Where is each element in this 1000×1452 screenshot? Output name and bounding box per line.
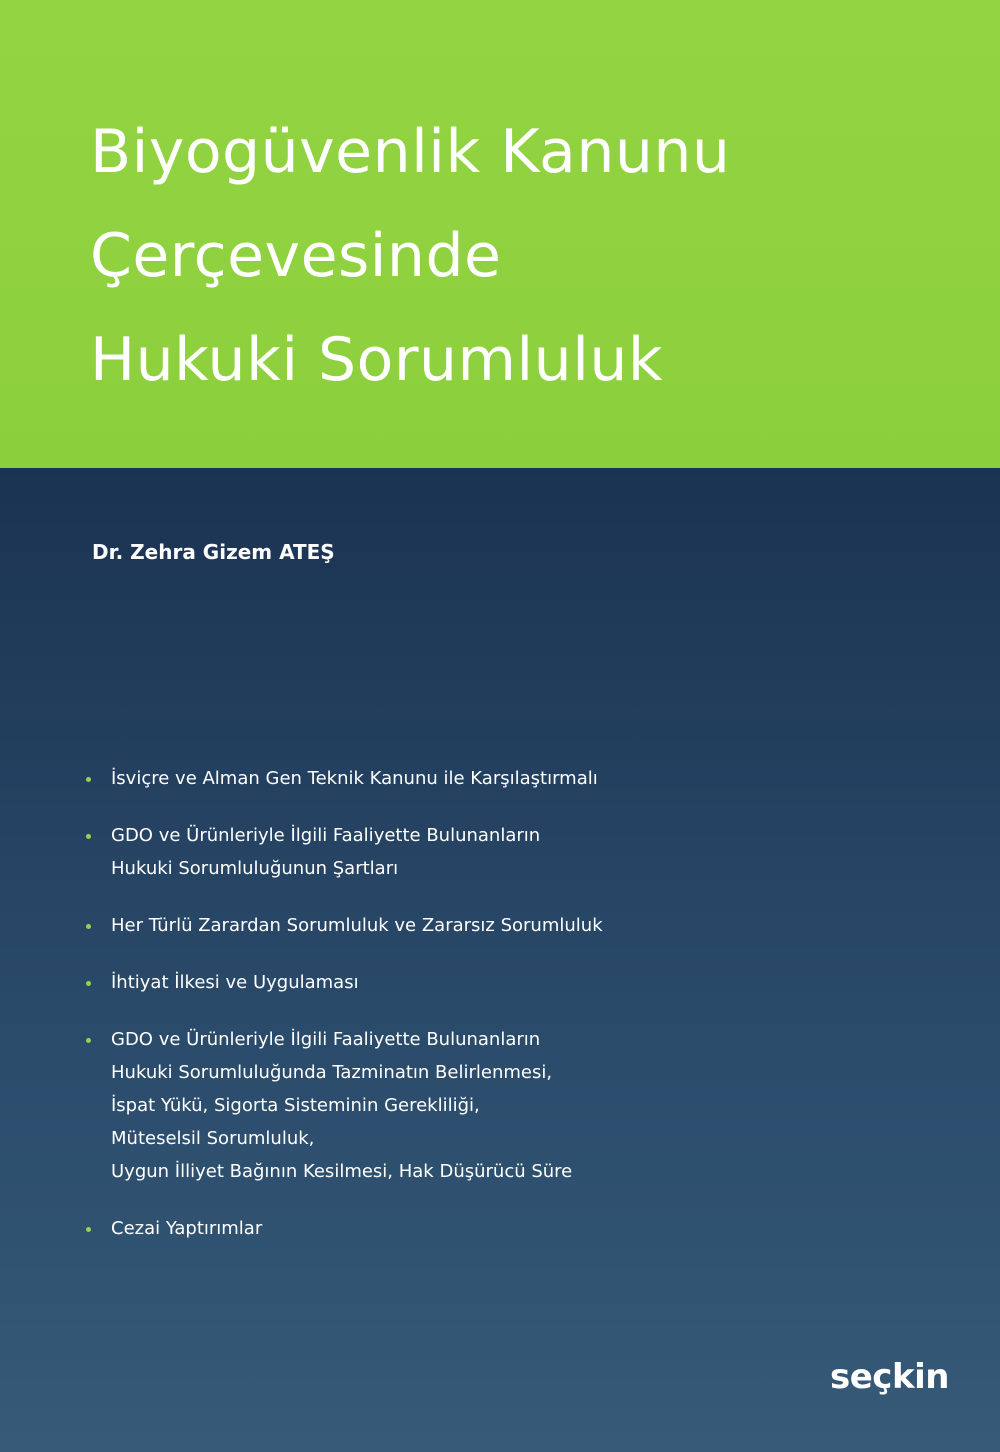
feature-line: GDO ve Ürünleriyle İlgili Faaliyette Bulunanların	[111, 1029, 541, 1050]
publisher-logo: seçkin	[830, 1357, 949, 1397]
feature-line: İhtiyat İlkesi ve Uygulaması	[111, 972, 359, 993]
bullet-icon	[86, 777, 91, 782]
bullet-icon	[86, 981, 91, 986]
feature-item	[86, 966, 726, 999]
feature-line: İspat Yükü, Sigorta Sisteminin Gerekliliği,	[111, 1095, 480, 1116]
feature-line: Müteselsil Sorumluluk,	[111, 1128, 315, 1149]
feature-line: Uygun İlliyet Bağının Kesilmesi, Hak Düşürücü Süre	[111, 1161, 573, 1182]
bullet-icon	[86, 924, 91, 929]
feature-line: Hukuki Sorumluluğunda Tazminatın Belirlenmesi,	[111, 1062, 553, 1083]
feature-item	[86, 909, 726, 942]
bullet-icon	[86, 1227, 91, 1232]
feature-item	[86, 1212, 726, 1245]
bullet-icon	[86, 834, 91, 839]
feature-item	[86, 1023, 726, 1188]
book-title-line: Hukuki Sorumluluk	[90, 325, 664, 395]
feature-list	[86, 762, 726, 1269]
author-name: Dr. Zehra Gizem ATEŞ	[92, 540, 335, 564]
feature-line: Her Türlü Zarardan Sorumluluk ve Zararsız Sorumluluk	[111, 915, 603, 936]
feature-line: İsviçre ve Alman Gen Teknik Kanunu ile Karşılaştırmalı	[111, 768, 598, 789]
feature-item	[86, 762, 726, 795]
feature-line: Cezai Yaptırımlar	[111, 1218, 263, 1239]
book-title-line: Çerçevesinde	[90, 221, 502, 291]
feature-item	[86, 819, 726, 885]
book-title	[90, 100, 730, 412]
bullet-icon	[86, 1038, 91, 1043]
book-title-line: Biyogüvenlik Kanunu	[90, 117, 731, 187]
cover-top-band	[0, 0, 1000, 468]
feature-line: Hukuki Sorumluluğunun Şartları	[111, 858, 399, 879]
feature-line: GDO ve Ürünleriyle İlgili Faaliyette Bulunanların	[111, 825, 541, 846]
